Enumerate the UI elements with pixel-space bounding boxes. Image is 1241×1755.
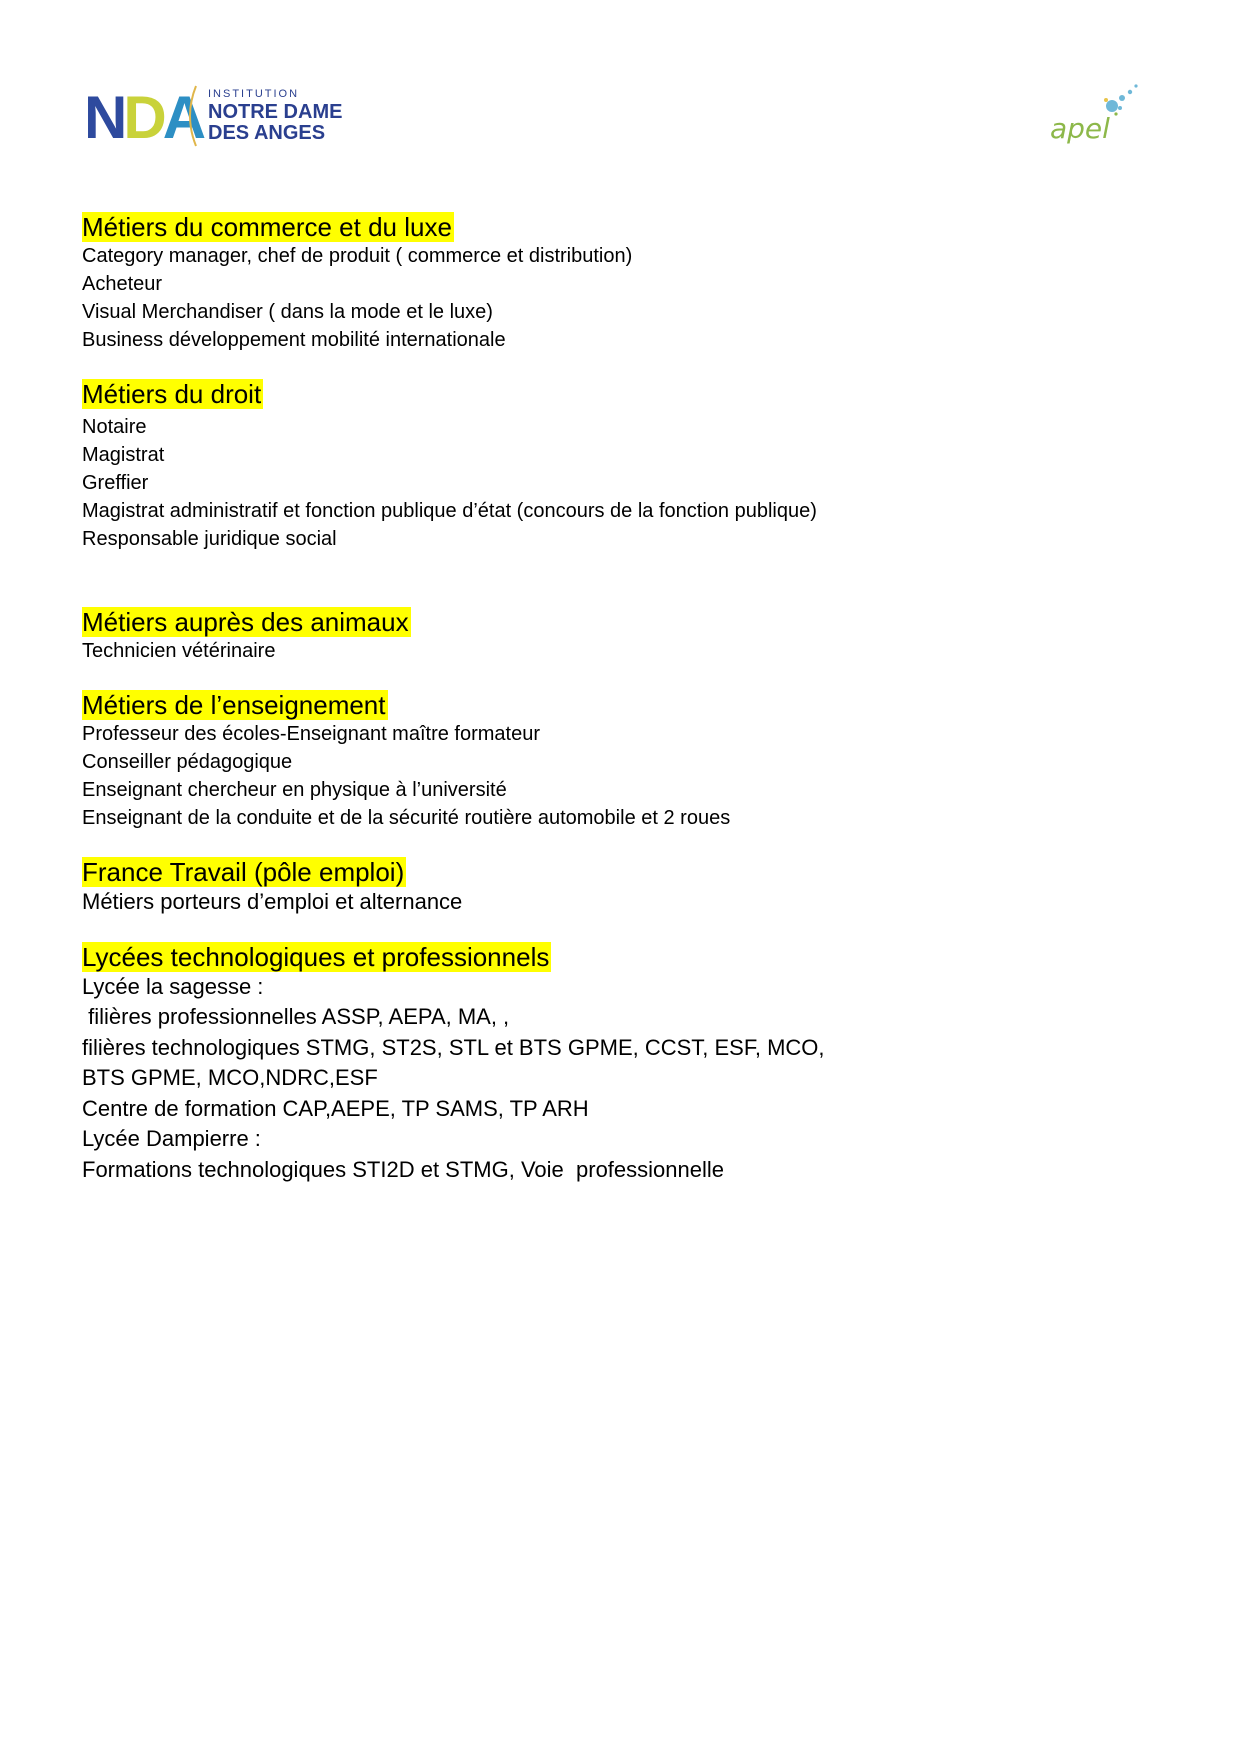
section-heading: France Travail (pôle emploi) <box>82 857 405 887</box>
section-lines <box>82 413 1162 553</box>
section-lycees <box>82 942 1162 1186</box>
nda-logo <box>84 80 384 152</box>
apel-logo-text: apel <box>1050 112 1110 145</box>
list-item: Category manager, chef de produit ( commerce et distribution) <box>82 245 633 267</box>
section-heading: Métiers du commerce et du luxe <box>82 212 452 242</box>
nda-logo-letter-n: N <box>84 84 124 151</box>
section-commerce-luxe <box>82 212 1162 354</box>
list-item: Professeur des écoles-Enseignant maître formateur <box>82 723 540 745</box>
list-item: Magistrat <box>82 444 165 466</box>
list-item: BTS GPME, MCO,NDRC,ESF <box>82 1065 378 1090</box>
list-item: Lycée Dampierre : <box>82 1126 261 1151</box>
apel-logo <box>1050 80 1160 150</box>
list-item: Acheteur <box>82 273 163 295</box>
section-animaux <box>82 607 1162 665</box>
section-france-travail <box>82 857 1162 918</box>
section-heading: Métiers du droit <box>82 379 262 409</box>
list-item: Visual Merchandiser ( dans la mode et le luxe) <box>82 301 493 323</box>
list-item: Greffier <box>82 472 149 494</box>
nda-logo-letter-d: D <box>123 84 163 151</box>
page-header <box>0 0 1241 160</box>
list-item: Responsable juridique social <box>82 528 337 550</box>
section-heading: Métiers auprès des animaux <box>82 607 409 637</box>
list-item: Enseignant de la conduite et de la sécurité routière automobile et 2 roues <box>82 807 731 829</box>
document-body <box>82 212 1162 1185</box>
section-heading: Lycées technologiques et professionnels <box>82 941 550 972</box>
list-item: Formations technologiques STI2D et STMG, Voie professionnelle <box>82 1156 724 1182</box>
list-item: Enseignant chercheur en physique à l’université <box>82 779 507 801</box>
nda-logo-line2: NOTRE DAME <box>208 101 343 123</box>
section-lines <box>82 720 1162 832</box>
section-lines <box>82 972 1162 1186</box>
list-item: Business développement mobilité internationale <box>82 329 506 351</box>
nda-logo-letter-a: A <box>162 84 203 151</box>
section-enseignement <box>82 690 1162 832</box>
list-item: Centre de formation CAP,AEPE, TP SAMS, TP ARH <box>82 1095 589 1121</box>
section-lines <box>82 887 1162 918</box>
nda-logo-line1: INSTITUTION <box>208 88 300 100</box>
nda-logo-line3: DES ANGES <box>208 122 326 144</box>
list-item: Conseiller pédagogique <box>82 751 293 773</box>
section-droit <box>82 379 1162 553</box>
section-heading: Métiers de l’enseignement <box>82 690 386 720</box>
nda-logo-letters <box>84 84 205 151</box>
section-lines <box>82 242 1162 354</box>
list-item: Métiers porteurs d’emploi et alternance <box>82 889 463 914</box>
list-item: Notaire <box>82 416 147 438</box>
section-lines <box>82 637 1162 665</box>
list-item: Magistrat administratif et fonction publique d’état (concours de la fonction publique) <box>82 500 817 522</box>
list-item: Technicien vétérinaire <box>82 640 276 662</box>
list-item: filières professionnelles ASSP, AEPA, MA, , <box>82 1004 510 1029</box>
list-item: Lycée la sagesse : <box>82 973 264 999</box>
list-item: filières technologiques STMG, ST2S, STL et BTS GPME, CCST, ESF, MCO, <box>82 1034 825 1060</box>
